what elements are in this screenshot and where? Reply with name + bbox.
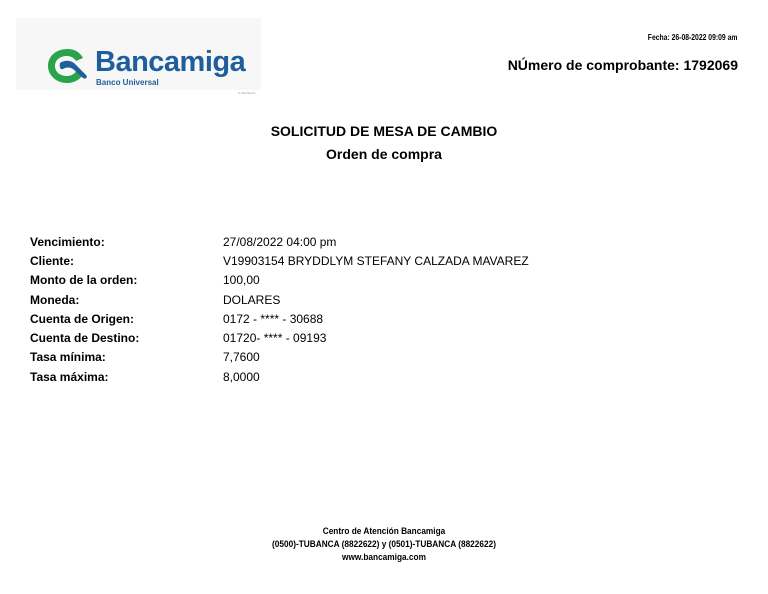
field-label: Cuenta de Destino:: [30, 331, 140, 346]
field-label: Moneda:: [30, 292, 80, 307]
document-title: SOLICITUD DE MESA DE CAMBIO: [270, 123, 498, 139]
field-row-monto: [30, 271, 529, 290]
field-label: Tasa mínima:: [30, 350, 106, 365]
issue-date: Fecha: 26-08-2022 09:09 am: [647, 33, 737, 42]
brand-name: Bancamiga: [95, 46, 246, 78]
field-row-vencimiento: [30, 232, 529, 251]
field-label: Cuenta de Origen:: [30, 311, 135, 326]
field-row-tasa-minima: [30, 348, 529, 367]
field-value: 01720- **** - 09193: [223, 331, 327, 346]
receipt-number: NÚmero de comprobante: 1792069: [507, 57, 738, 73]
field-label: Monto de la orden:: [30, 273, 138, 288]
field-value: V19903154 BRYDDLYM STEFANY CALZADA MAVAREZ: [223, 253, 529, 268]
field-value: 100,00: [223, 273, 260, 288]
footer-center-name: Centro de Atención Bancamiga: [322, 526, 446, 536]
order-details: [30, 232, 529, 386]
field-label: Cliente:: [30, 253, 75, 268]
field-value: DOLARES: [223, 292, 281, 307]
footer-contact: [0, 525, 768, 564]
field-label: Vencimiento:: [30, 234, 105, 249]
field-value: 0172 - **** - 30688: [223, 311, 324, 326]
field-row-cliente: [30, 251, 529, 270]
document-subtitle: Orden de compra: [326, 146, 442, 162]
field-value: 8,0000: [223, 369, 260, 384]
field-value: 27/08/2022 04:00 pm: [223, 234, 337, 249]
field-value: 7,7600: [223, 350, 260, 365]
field-label: Tasa máxima:: [30, 369, 109, 384]
field-row-moneda: [30, 290, 529, 309]
field-row-cuenta-destino: [30, 328, 529, 347]
logo-area: [16, 18, 261, 95]
footer-website: www.bancamiga.com: [342, 552, 426, 562]
bancamiga-swirl-icon: [46, 46, 90, 86]
field-row-tasa-maxima: [30, 367, 529, 386]
footer-phones: (0500)-TUBANCA (8822622) y (0501)-TUBANCA (8822622): [272, 539, 496, 549]
brand-subtitle: Banco Universal: [96, 78, 159, 87]
brand-fineprint: G-200 Banco: [238, 91, 256, 95]
field-row-cuenta-origen: [30, 309, 529, 328]
